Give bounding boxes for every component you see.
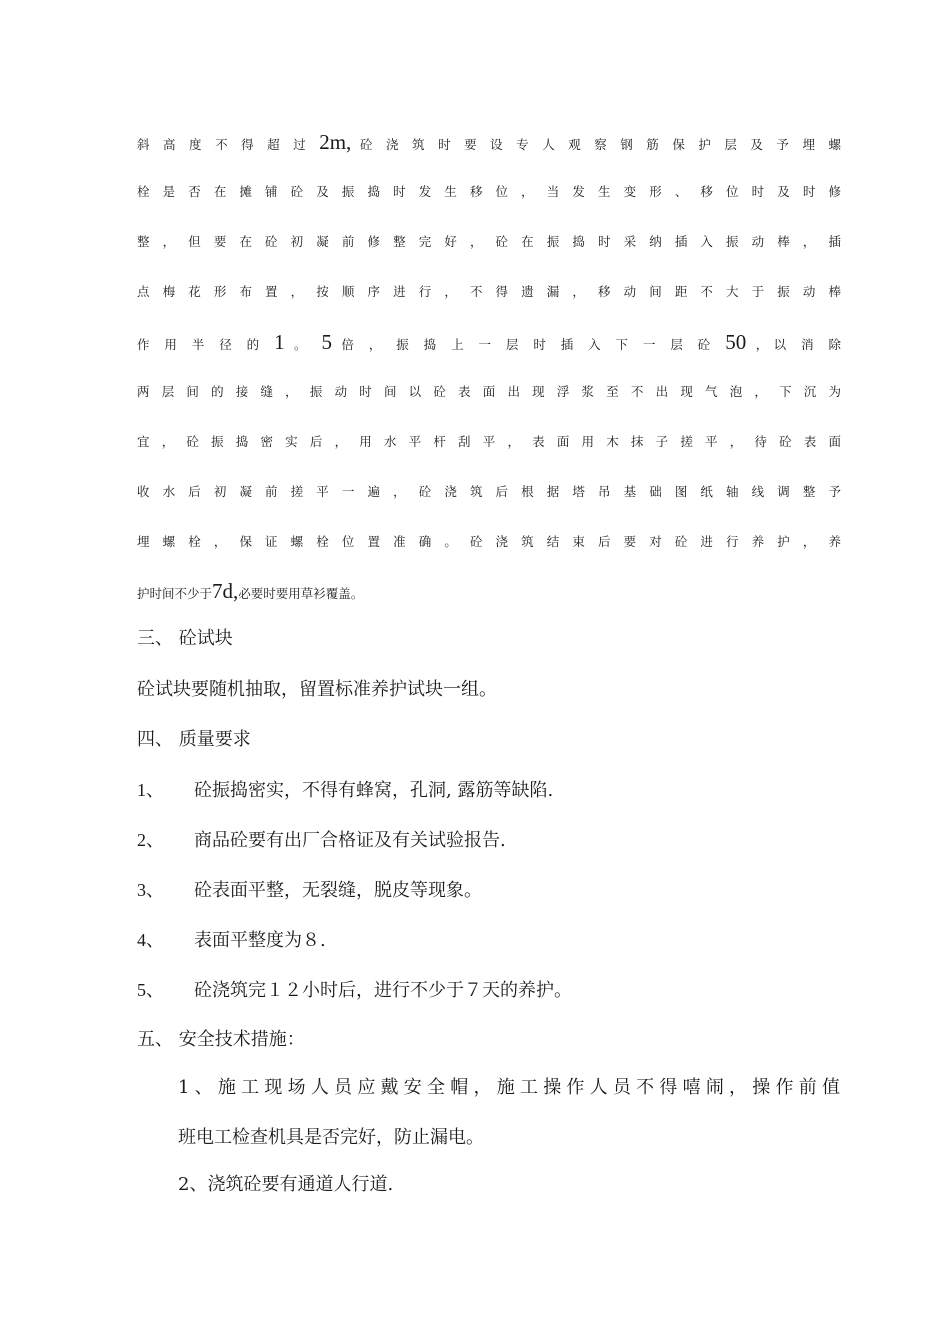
paragraph-line: 埋 螺 栓 ， 保 证 螺 栓 位 置 准 确 。 砼 浇 筑 结 束 后 要 对 砼 进 行 养 护 ， 养 bbox=[137, 534, 841, 549]
paragraph-line: 作 用 半 径 的 1 。 5 倍 ， 振 捣 上 一 层 时 插 入 下 一 层 砼 50 ，以 消 除 bbox=[137, 330, 841, 354]
list-text: 商品砼要有出厂合格证及有关试验报告. bbox=[194, 830, 506, 851]
paragraph-line: 点 梅 花 形 布 置 ， 按 顺 序 进 行 ， 不 得 遗 漏 ， 移 动 间 距 不 大 于 振 动 棒 bbox=[137, 284, 841, 299]
list-text: 砼振捣密实，不得有蜂窝，孔洞, 露筋等缺陷. bbox=[194, 780, 554, 801]
list-item bbox=[137, 777, 553, 804]
section-heading-quality: 四、 质量要求 bbox=[137, 729, 251, 750]
paragraph-line: 收 水 后 初 凝 前 搓 平 一 遍 ， 砼 浇 筑 后 根 据 塔 吊 基 础 图 纸 轴 线 调 整 予 bbox=[137, 484, 841, 499]
list-number: 4、 bbox=[137, 930, 164, 950]
list-item bbox=[137, 877, 482, 904]
list-item bbox=[137, 827, 506, 854]
section-heading-test-blocks: 三、 砼试块 bbox=[137, 628, 233, 649]
list-text: 砼浇筑完１２小时后，进行不少于７天的养护。 bbox=[194, 980, 572, 1001]
list-number: 2、 bbox=[137, 830, 164, 850]
paragraph-line: 整 ， 但 要 在 砼 初 凝 前 修 整 完 好 ， 砼 在 振 捣 时 采 纳 插 入 振 动 棒 ， 插 bbox=[137, 234, 841, 249]
safety-item-2: 2、浇筑砼要有通道人行道. bbox=[178, 1174, 394, 1195]
list-number: 5、 bbox=[137, 980, 164, 1000]
paragraph-line: 栓 是 否 在 摊 铺 砼 及 振 捣 时 发 生 移 位 ， 当 发 生 变 形 、 移 位 时 及 时 修 bbox=[137, 184, 841, 199]
section-heading-safety: 五、 安全技术措施： bbox=[137, 1029, 305, 1050]
list-item bbox=[137, 977, 572, 1004]
list-number: 3、 bbox=[137, 880, 164, 900]
safety-item-1-line-1: 1、施工现场人员应戴安全帽，施工操作人员不得嘻闹，操作前值 bbox=[178, 1077, 841, 1098]
list-text: 砼表面平整，无裂缝，脱皮等现象。 bbox=[194, 880, 482, 901]
list-item bbox=[137, 927, 326, 954]
test-blocks-body: 砼试块要随机抽取，留置标准养护试块一组。 bbox=[137, 679, 497, 700]
safety-item-1-line-2: 班电工检查机具是否完好，防止漏电。 bbox=[178, 1127, 484, 1148]
paragraph-line: 两 层 间 的 接 缝 ， 振 动 时 间 以 砼 表 面 出 现 浮 浆 至 不 出 现 气 泡 ， 下 沉 为 bbox=[137, 384, 841, 399]
list-text: 表面平整度为８. bbox=[194, 930, 326, 951]
list-number: 1、 bbox=[137, 780, 164, 800]
paragraph-line: 宜 ， 砼 振 捣 密 实 后 ， 用 水 平 杆 刮 平 ， 表 面 用 木 抹 子 搓 平 ， 待 砼 表 面 bbox=[137, 434, 841, 449]
paragraph-line: 护时间不少于7d,必要时要用草衫覆盖。 bbox=[137, 579, 364, 603]
paragraph-line: 斜 高 度 不 得 超 过 2m, 砼 浇 筑 时 要 设 专 人 观 察 钢 筋 保 护 层 及 予 埋 螺 bbox=[137, 130, 841, 154]
